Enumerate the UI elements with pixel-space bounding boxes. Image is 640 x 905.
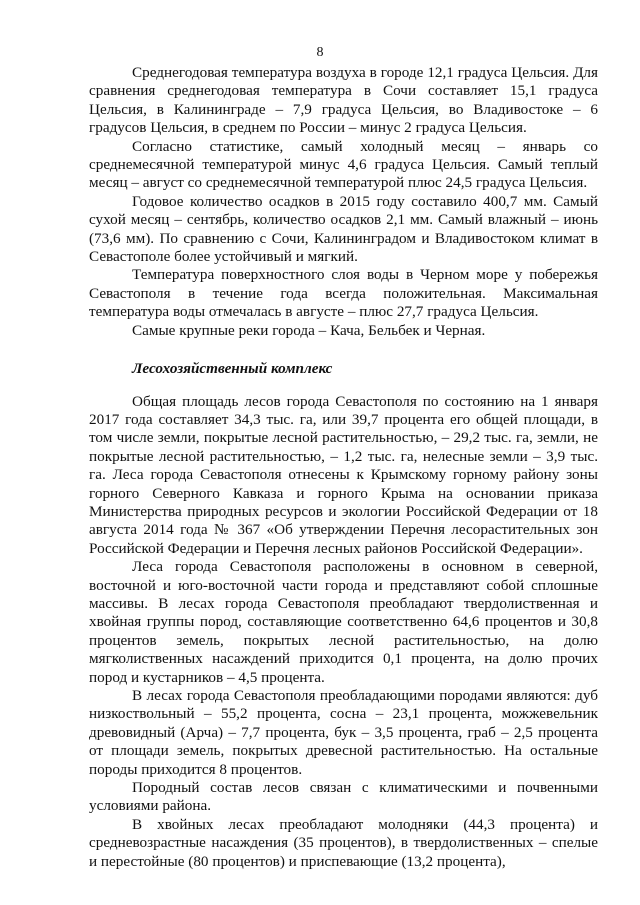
paragraph-sea-temperature: Температура поверхностного слоя воды в Черном море у побережья Севастополя в течение года всегда положительная. Максимальная температура воды отмечалась в августе – плюс 27,7 градуса Цельсия. [89, 266, 598, 321]
page-number: 8 [316, 45, 324, 60]
paragraph-forest-area: Общая площадь лесов города Севастополя по состоянию на 1 января 2017 года составляет 34,3 тыс. га, или 39,7 процента его общей площади, в том числе земли, покрытые лесной растительностью, – 29,2 тыс. га, земли, не покрытые лесной растительностью, – 1,2 тыс. га, нелесные земли – 3,9 тыс. га. Леса города Севастополя отнесены к Крымскому горному району зоны горного Северного Кавказа и горного Крыма на основании приказа Министерства природных ресурсов и экологии Российской Федерации от 18 августа 2014 года № 367 «Об утверждении Перечня лесорастительных зон Российской Федерации и Перечня лесных районов Российской Федерации». [89, 392, 598, 557]
paragraph-forest-location: Леса города Севастополя расположены в основном в северной, восточной и юго-восточной части города и представляют собой сплошные массивы. В лесах города Севастополя преобладают твердолиственная и хвойная группы пород, составляющие соответственно 64,6 процентов и 30,8 процентов земель, покрытых лесной растительностью, на долю мягколиственных насаждений приходится 0,1 процента, на долю прочих пород и кустарников – 4,5 процента. [89, 558, 598, 686]
paragraph-tree-species: В лесах города Севастополя преобладающими породами являются: дуб низкоствольный – 55,2 процента, сосна – 23,1 процента, можжевельник древовидный (Арча) – 7,7 процента, бук – 3,5 процента, граб – 2,5 процента от площади земель, покрытых древесной растительностью. На остальные породы приходится 8 процентов. [89, 687, 598, 778]
paragraph-monthly-temperature: Согласно статистике, самый холодный месяц – январь со среднемесячной температурой минус 4,6 градуса Цельсия. Самый теплый месяц – август со среднемесячной температурой плюс 24,5 градуса Цельсия. [89, 137, 598, 192]
paragraph-rivers: Самые крупные реки города – Кача, Бельбек и Черная. [132, 321, 486, 339]
paragraph-age-structure: В хвойных лесах преобладают молодняки (44,3 процента) и средневозрастные насаждения (35 процентов), в твердолиственных – спелые и перестойные (80 процентов) и приспевающие (13,2 процента), [89, 815, 598, 870]
paragraph-precipitation: Годовое количество осадков в 2015 году составило 400,7 мм. Самый сухой месяц – сентябрь, количество осадков 2,1 мм. Самый влажный – июнь (73,6 мм). По сравнению с Сочи, Калининградом и Владивостоком климат в Севастополе более устойчивый и мягкий. [89, 192, 598, 266]
paragraph-species-composition: Породный состав лесов связан с климатическими и почвенными условиями района. [89, 779, 598, 815]
page-content [89, 64, 598, 871]
section-heading: Лесохозяйственный комплекс [132, 360, 333, 378]
paragraph-annual-temperature: Среднегодовая температура воздуха в городе 12,1 градуса Цельсия. Для сравнения среднегодовая температура в Сочи составляет 15,1 градуса Цельсия, в Калининграде – 7,9 градуса Цельсия, во Владивостоке – 6 градусов Цельсия, в среднем по России – минус 2 градуса Цельсия. [89, 64, 598, 137]
